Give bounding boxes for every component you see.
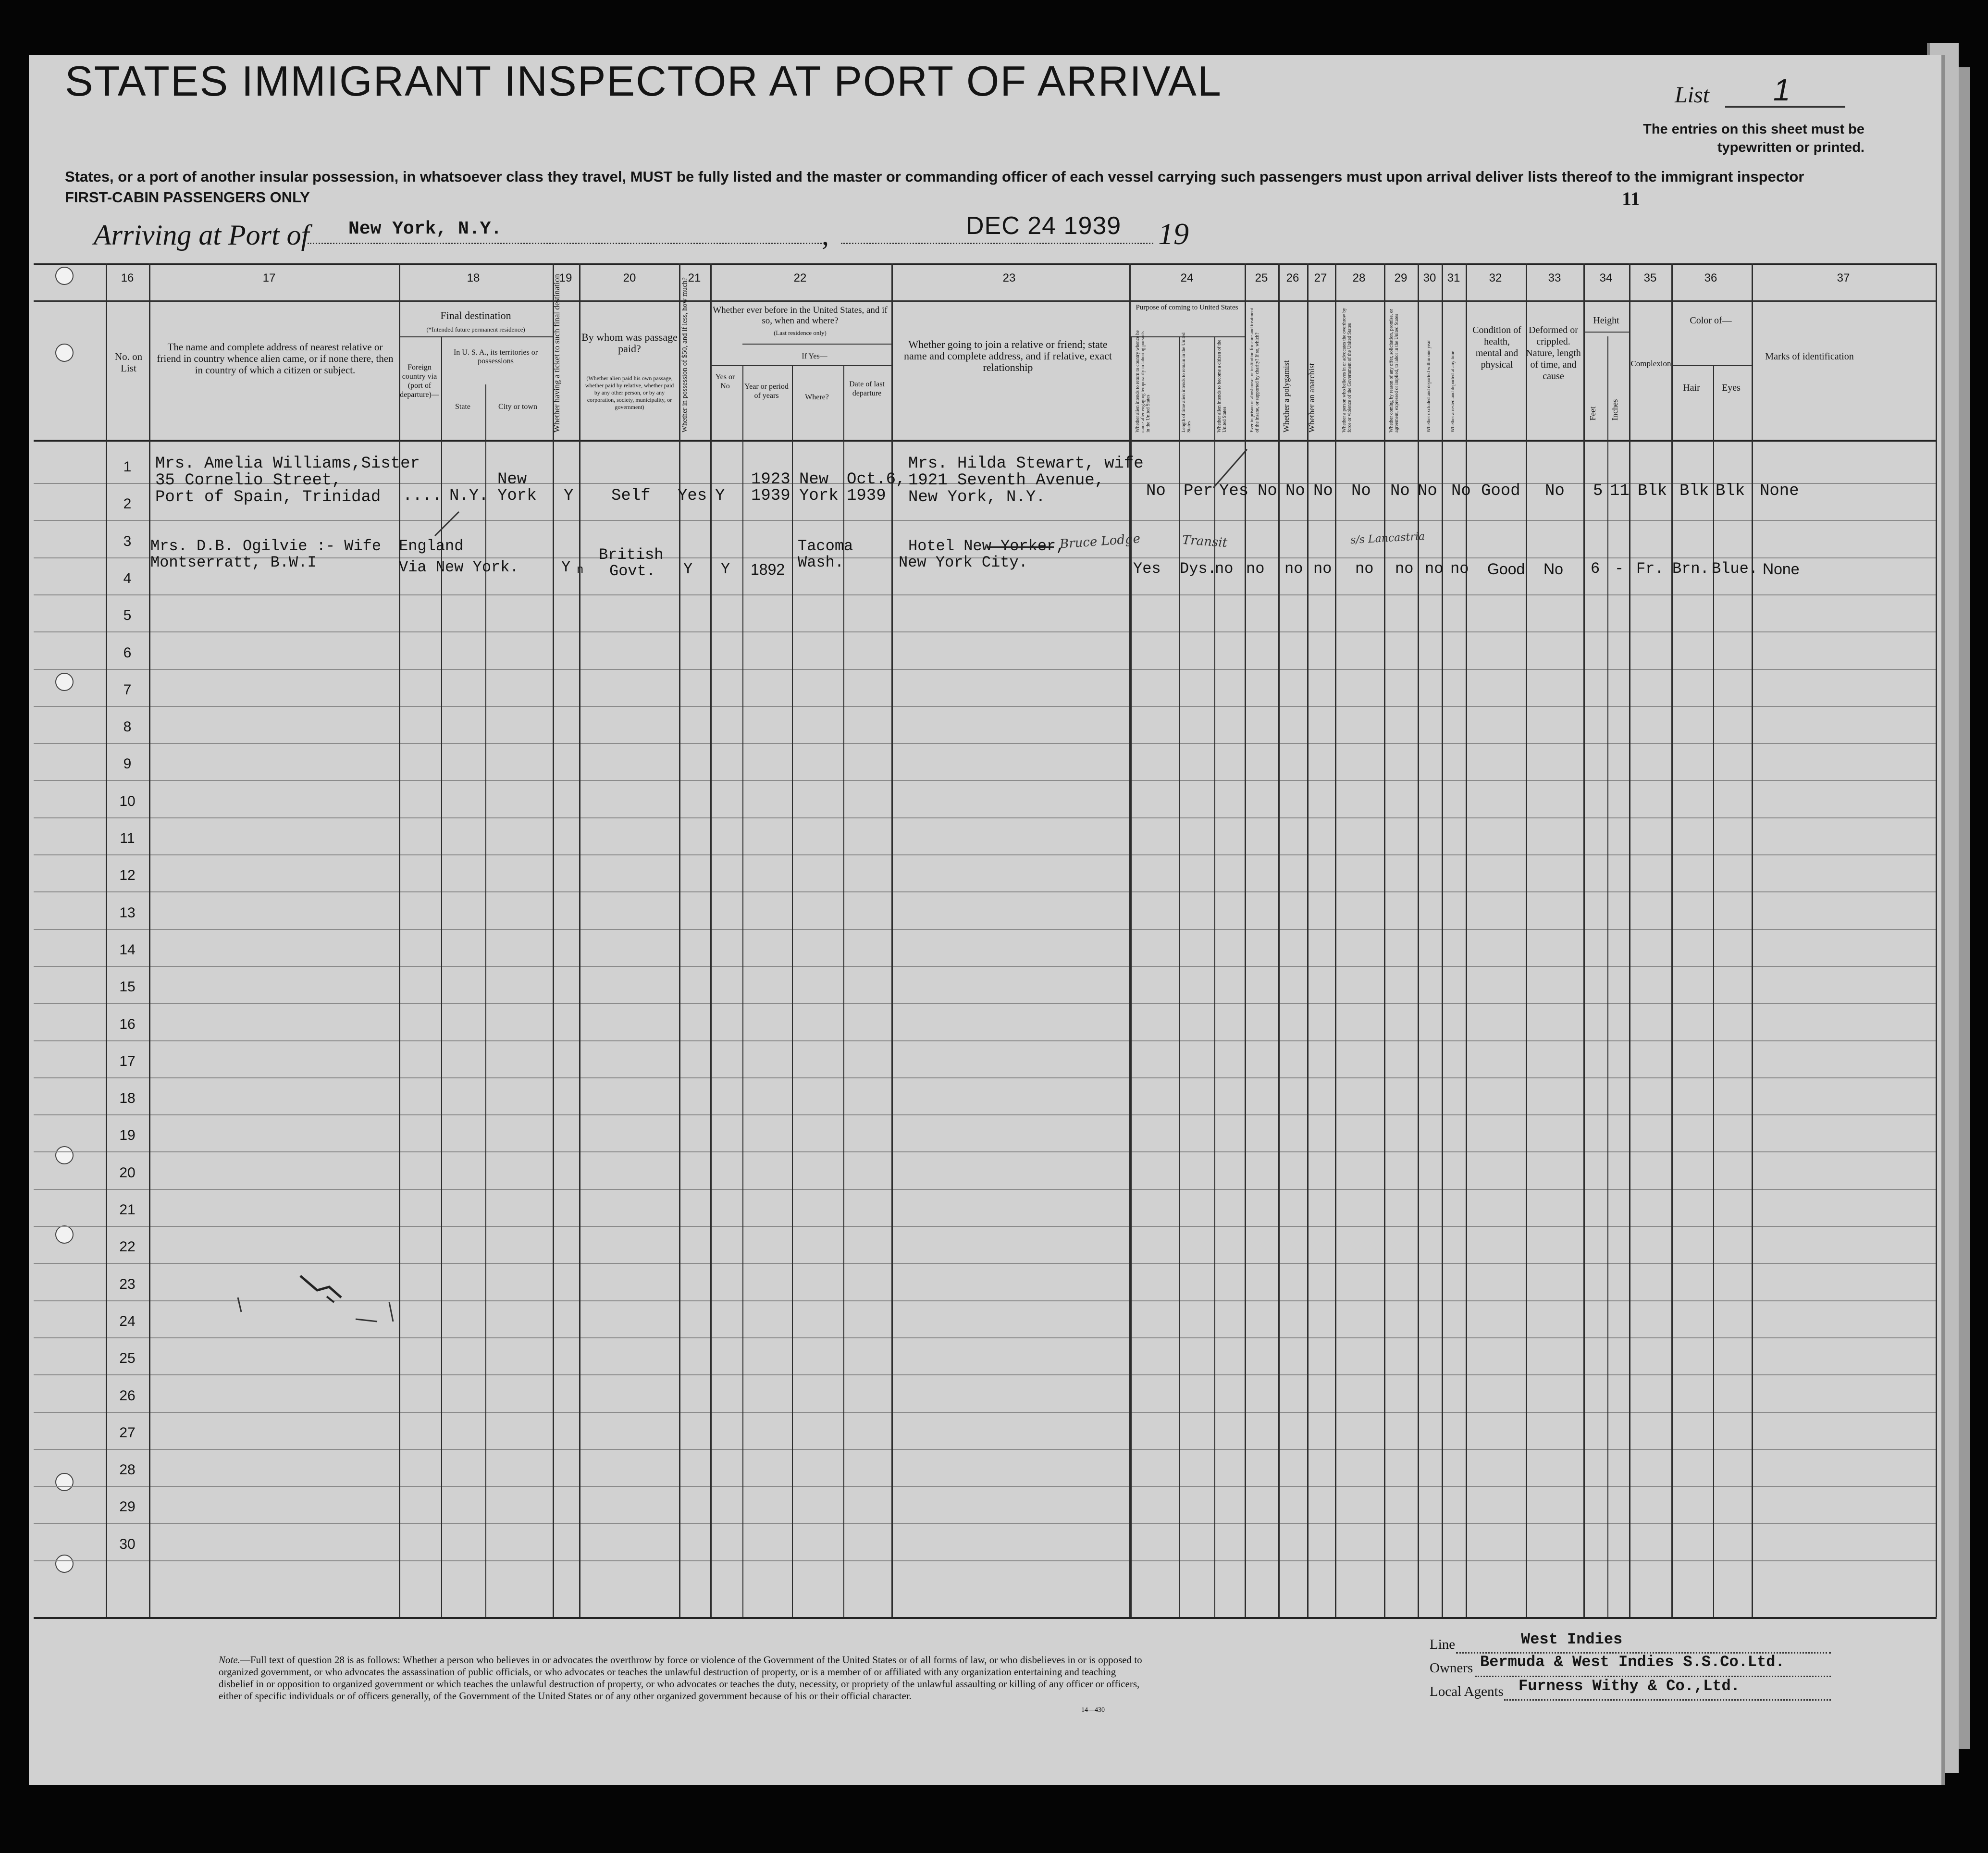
column-line (1418, 263, 1419, 1617)
header-health: Condition of health, mental and physical (1472, 325, 1521, 370)
r1-excluded: No (1418, 482, 1437, 500)
row-number: 24 (119, 1313, 136, 1329)
note-label: Note. (219, 1654, 240, 1666)
header-purpose-citizen: Whether alien intends to become a citizen of the United States (1217, 339, 1227, 432)
stray-ink-marks (231, 1269, 404, 1331)
row-rule (34, 594, 1937, 595)
header-join-relative: Whether going to join a relative or friend; state name and complete address, and if relative, exact relationship (903, 338, 1112, 373)
header-overthrow: Whether a person who believes in or advocates the overthrow by force or violence of the Government of the United States (1342, 308, 1352, 432)
agents-underline (1504, 1699, 1831, 1701)
instruction-text: States, or a port of another insular possession, in whatsoever class they travel, MUST be fully listed and the master or commanding officer of each vessel carrying such passengers must upon arrival deliver lists thereof to the immigrant inspector (65, 168, 1804, 185)
header-possession-50: Whether in possession of $50, and if less, how much? (681, 277, 689, 432)
column-number: 27 (1314, 272, 1327, 284)
column-number: 20 (623, 272, 636, 284)
column-line (1442, 263, 1443, 1617)
header-height: Height (1593, 315, 1619, 326)
r1-hair: Blk (1679, 482, 1709, 500)
row-number: 11 (120, 830, 135, 846)
row-number: 10 (119, 793, 136, 809)
r3-before: Y (721, 560, 730, 578)
r3-eyes: Blue. (1712, 560, 1758, 578)
manifest-sheet (29, 55, 1945, 1785)
comma: , (822, 219, 829, 251)
r3-excluded: no (1425, 560, 1444, 578)
row-rule (34, 706, 1937, 707)
r3-join-line1: Hotel New Yorker, (908, 537, 1065, 555)
r3-purpose-return: Yes (1133, 560, 1161, 578)
column-line (1936, 263, 1937, 1617)
r1-relative-line1: Mrs. Amelia Williams,Sister (155, 455, 420, 473)
column-line (553, 263, 554, 1617)
sub-column-line (742, 365, 743, 1617)
row-rule (34, 1337, 1937, 1338)
header-color-of: Color of— (1690, 315, 1732, 326)
r1-polygamist: No (1285, 482, 1305, 500)
line-value: West Indies (1521, 1631, 1623, 1648)
class-line: FIRST-CABIN PASSENGERS ONLY (65, 189, 310, 206)
row-rule (34, 1151, 1937, 1152)
sub-column-line (1713, 365, 1714, 1617)
r1-relative-line3: Port of Spain, Trinidad (155, 488, 381, 506)
r3-prison: no (1246, 560, 1265, 578)
owners-label: Owners (1430, 1660, 1473, 1676)
sub-column-line (1179, 336, 1180, 1617)
column-number: 33 (1548, 272, 1561, 284)
row-number: 29 (119, 1499, 136, 1515)
row-rule (34, 1449, 1937, 1450)
list-note: The entries on this sheet must be typewritten or printed. (1643, 122, 1865, 155)
r1-where-line1: New (799, 470, 829, 489)
header-where: Where? (805, 393, 829, 401)
table-bottom-border (34, 1617, 1937, 1619)
row-number: 5 (123, 607, 132, 623)
r3-where-line2: Wash. (798, 554, 844, 571)
header-marks: Marks of identification (1765, 351, 1854, 362)
column-number: 28 (1352, 272, 1366, 284)
r3-complexion: Fr. (1636, 560, 1664, 578)
handwritten-note-24: Transit (1182, 532, 1228, 551)
header-date-departure: Date of last departure (849, 380, 885, 397)
r3-hair: Brn. (1672, 560, 1709, 578)
binder-hole (55, 673, 74, 691)
row-rule (34, 1374, 1937, 1375)
row-number: 30 (119, 1536, 136, 1552)
row-number: 8 (123, 719, 132, 735)
column-number: 29 (1394, 272, 1408, 284)
sub-header-divider (1671, 365, 1752, 366)
header-complexion: Complexion (1630, 359, 1671, 368)
r1-purpose-return: No (1146, 482, 1166, 500)
column-line (1583, 263, 1585, 1617)
row-rule (34, 929, 1937, 930)
row-number: 23 (119, 1276, 136, 1292)
row-rule (34, 1226, 1937, 1227)
r1-labor-offer: No (1390, 482, 1410, 500)
column-line (1629, 263, 1630, 1617)
r1-join-line3: New York, N.Y. (908, 488, 1046, 506)
header-city: City or town (498, 403, 537, 411)
column-line (1278, 263, 1280, 1617)
row-number: 2 (123, 496, 132, 512)
row-rule (34, 1003, 1937, 1004)
column-number: 24 (1180, 272, 1194, 284)
header-passage-paid: By whom was passage paid? (581, 331, 678, 355)
column-number: 22 (793, 272, 807, 284)
r1-arrested: No (1451, 482, 1471, 500)
date-stamp: DEC 24 1939 (966, 212, 1122, 240)
footnote-q28 (219, 1654, 1151, 1702)
row-rule (34, 743, 1937, 744)
header-purpose-return: Whether alien intends to return to country whence he came after engaging temporarily in laboring pursuits in the United States (1135, 330, 1151, 432)
sub-header-divider (742, 344, 891, 345)
row-number: 14 (119, 942, 136, 958)
column-number: 36 (1704, 272, 1717, 284)
r1-eyes: Blk (1716, 482, 1745, 500)
column-line (679, 263, 680, 1617)
binder-hole (55, 1555, 74, 1573)
row-number: 13 (119, 905, 136, 921)
column-line (1466, 263, 1467, 1617)
r1-years-line2: 1939 (751, 487, 790, 505)
check-mark (432, 509, 461, 538)
r3-feet: 6 (1591, 560, 1600, 578)
row-number: 15 (119, 979, 136, 995)
r1-years-line1: 1923 (751, 470, 790, 489)
header-usa: In U. S. A., its territories or possessions (453, 348, 538, 365)
list-label: List (1675, 82, 1710, 108)
r3-polygamist: no (1284, 560, 1303, 578)
sub-header-divider (1583, 332, 1629, 333)
r1-before: Y (715, 487, 725, 505)
check-mark (1211, 447, 1249, 490)
port-value: New York, N.Y. (348, 219, 502, 239)
r1-has-50: Yes (678, 487, 707, 505)
sub-column-line (792, 365, 793, 1617)
row-rule (34, 1040, 1937, 1041)
binder-hole (55, 267, 74, 285)
r3-purpose-citizen: no (1215, 560, 1234, 578)
page-title: STATES IMMIGRANT INSPECTOR AT PORT OF ARRIVAL (65, 57, 1222, 105)
r1-ticket: Y (564, 487, 574, 505)
r1-complexion: Blk (1638, 482, 1667, 500)
r1-city-line1: New (497, 470, 527, 489)
owners-value: Bermuda & West Indies S.S.Co.Ltd. (1480, 1653, 1785, 1671)
row-number: 16 (119, 1016, 136, 1032)
column-number: 18 (467, 272, 480, 284)
header-ever-before-sub: (Last residence only) (774, 329, 827, 336)
r3-ticket: Y (561, 558, 571, 576)
row-number: 18 (119, 1090, 136, 1106)
form-code: 14—430 (1081, 1706, 1105, 1714)
row-rule (34, 854, 1937, 855)
r3-deformed: No (1543, 560, 1563, 578)
header-ticket: Whether having a ticket to such final destination (552, 274, 561, 432)
r3-health: Good (1487, 560, 1525, 578)
header-purpose: Purpose of coming to United States (1136, 304, 1238, 311)
row-rule (34, 891, 1937, 892)
column-number: 31 (1447, 272, 1460, 284)
header-bottom-border (34, 440, 1937, 442)
r3-where-line1: Tacoma (798, 537, 853, 555)
r3-overthrow: no (1355, 560, 1374, 578)
r1-state: N.Y. (449, 487, 489, 505)
row-rule (34, 1114, 1937, 1115)
header-excluded: Whether excluded and deported within one year (1426, 340, 1432, 432)
r3-foreign-line2: Via New York. (399, 558, 519, 576)
row-rule (34, 1523, 1937, 1524)
row-rule (34, 520, 1937, 521)
column-line (1752, 263, 1753, 1617)
header-hair: Hair (1683, 383, 1700, 393)
r3-has-50: Y (683, 560, 693, 578)
r3-paid-line1: British (599, 546, 664, 564)
column-line (891, 263, 893, 1617)
r3-labor-offer: no (1395, 560, 1414, 578)
r3-strikethrough (987, 546, 1054, 548)
header-if-yes: If Yes— (802, 352, 827, 360)
column-number: 30 (1423, 272, 1436, 284)
header-prison: Ever in prison or almshouse, or institution for care and treatment of the insane, or supported by charity? If so, which? (1249, 308, 1260, 432)
r1-join-line1: Mrs. Hilda Stewart, wife (908, 455, 1144, 473)
r3-purpose-length: Dys. (1180, 560, 1217, 578)
row-number: 28 (119, 1462, 136, 1478)
sub-column-line (1131, 336, 1132, 1617)
header-no-on-list: No. on List (114, 351, 143, 374)
header-anarchist: Whether an anarchist (1307, 363, 1316, 432)
row-number: 17 (119, 1053, 136, 1069)
row-rule (34, 966, 1937, 967)
row-rule (34, 1077, 1937, 1078)
r1-date-line1: Oct.6, (847, 470, 906, 489)
r3-join-line2: New York City. (899, 554, 1028, 571)
column-number: 35 (1643, 272, 1657, 284)
sub-column-line (1607, 336, 1608, 1617)
row-number: 4 (123, 570, 132, 586)
header-polygamist: Whether a polygamist (1282, 360, 1291, 432)
binder-hole (55, 1146, 74, 1164)
header-foreign-country: Foreign country via (port of departure)— (400, 363, 439, 399)
row-number: 7 (123, 682, 132, 698)
row-rule (34, 1412, 1937, 1413)
r3-paid-line2: Govt. (609, 562, 656, 580)
column-line (149, 263, 150, 1617)
handwritten-note-28: s/s Lancastria (1350, 530, 1425, 547)
header-arrested: Whether arrested and deported at any time (1450, 351, 1456, 432)
r1-relative-line2: 35 Cornelio Street, (155, 471, 342, 490)
column-line (1335, 263, 1336, 1617)
sub-header-divider (399, 336, 553, 337)
column-line (710, 263, 712, 1617)
column-number: 32 (1489, 272, 1502, 284)
header-deformed: Deformed or crippled. Nature, length of time, and cause (1526, 325, 1581, 382)
sub-header-divider (710, 365, 891, 366)
list-number: 1 (1773, 73, 1790, 107)
column-line (579, 263, 580, 1617)
note-text: —Full text of question 28 is as follows: Whether a person who believes in or advocates the overthrow by force or violence of the Government of the United States or of all forms of law, or who disbelieves in or is opposed to organized government, or who advocates the assassination of public officials, or who advocates or teaches the unlawful destruction of property, or is a member of or affiliated with any organization entertaining and teaching disbelief in or opposition to organized government or which teaches the unlawful destruction of property, or who advocates or teaches the duty, necessity, or propriety of the unlawful assaulting or killing of any officer or officers, either of specific individuals or of officers generally, of the Government of the United States or of any other organized government because of his or their official character. (219, 1654, 1142, 1702)
row-number: 27 (119, 1425, 136, 1441)
binder-hole (55, 1225, 74, 1244)
row-number: 26 (119, 1388, 136, 1404)
header-year-period: Year or period of years (744, 383, 789, 400)
r1-deformed: No (1545, 482, 1565, 500)
row-rule (34, 780, 1937, 781)
r1-where-line2: York (799, 487, 839, 505)
r1-inches: 11 (1610, 482, 1630, 500)
r1-health: Good (1481, 482, 1520, 500)
port-line (308, 243, 822, 244)
binder-hole (55, 344, 74, 362)
r1-join-line2: 1921 Seventh Avenue, (908, 471, 1105, 490)
column-line (1384, 263, 1385, 1617)
column-number: 21 (688, 272, 701, 284)
row-number: 19 (119, 1127, 136, 1143)
row-number: 12 (119, 867, 136, 883)
r1-date-line2: 1939 (847, 487, 886, 505)
row-number: 1 (123, 459, 132, 475)
header-final-destination-sub: (*Intended future permanent residence) (426, 326, 525, 333)
table-top-border (34, 263, 1937, 265)
column-number: 23 (1002, 272, 1016, 284)
r3-foreign-line1: England (399, 537, 464, 555)
r1-city-line2: York (497, 487, 537, 505)
r1-prison: No (1258, 482, 1277, 500)
r1-anarchist: No (1313, 482, 1333, 500)
r1-feet: 5 (1593, 482, 1603, 500)
row-rule (34, 1486, 1937, 1487)
row-rule (34, 1189, 1937, 1190)
r3-ticket-extra: n (577, 564, 584, 577)
row-rule (34, 669, 1937, 670)
row-rule (34, 1560, 1937, 1561)
r3-relative-line2: Montserratt, B.W.I (150, 554, 317, 571)
row-number: 3 (123, 533, 132, 549)
r3-relative-line1: Mrs. D.B. Ogilvie :- Wife (150, 537, 382, 555)
header-state: State (455, 403, 470, 411)
header-labor-offer: Whether coming by reason of any offer, solicitation, promise, or agreement, expressed or implied, to labor in the United States (1389, 309, 1399, 432)
column-line (1307, 263, 1309, 1617)
header-feet: Feet (1588, 406, 1597, 420)
column-number: 37 (1837, 272, 1850, 284)
column-number: 34 (1599, 272, 1613, 284)
row-rule (34, 1263, 1937, 1264)
colnum-divider (34, 300, 1937, 302)
r1-paid-by: Self (611, 487, 651, 505)
r1-marks: None (1760, 482, 1799, 500)
column-number: 19 (559, 272, 572, 284)
header-inches: Inches (1610, 399, 1619, 420)
binder-hole (55, 1473, 74, 1491)
header-yes-or-no: Yes or No (715, 373, 735, 390)
row-number: 6 (123, 645, 132, 661)
arriving-label: Arriving at Port of (94, 219, 309, 251)
header-ever-before: Whether ever before in the United States, and if so, when and where? (713, 305, 888, 326)
row-number: 9 (123, 756, 132, 772)
r3-arrested: no (1450, 560, 1469, 578)
row-number: 21 (119, 1202, 136, 1218)
sub-column-line (1214, 336, 1215, 1617)
agents-value: Furness Withy & Co.,Ltd. (1519, 1677, 1740, 1695)
sheet-number: 11 (1622, 188, 1640, 210)
column-line (1671, 263, 1673, 1617)
line-label: Line (1430, 1637, 1456, 1652)
r3-inches: - (1615, 560, 1624, 578)
r1-purpose-citizen: Yes (1219, 482, 1249, 500)
row-number: 20 (119, 1165, 136, 1181)
r3-marks: None (1763, 560, 1800, 578)
row-number: 25 (119, 1350, 136, 1366)
column-number: 17 (262, 272, 276, 284)
handwritten-note-23: Bruce Lodge (1059, 531, 1141, 552)
header-relative-address: The name and complete address of nearest relative or friend in country whence alien came, or if none there, then in country of which a citizen or subject. (157, 341, 394, 376)
r3-years: 1892 (751, 561, 785, 578)
row-rule (34, 817, 1937, 818)
r3-anarchist: no (1313, 560, 1332, 578)
agents-label: Local Agents (1430, 1684, 1504, 1699)
header-purpose-length: Length of time alien intends to remain in the United States (1181, 332, 1192, 432)
r1-foreign: .... (403, 487, 442, 505)
header-final-destination: Final destination (440, 309, 511, 321)
date-line (841, 243, 1153, 244)
r1-overthrow: No (1351, 482, 1371, 500)
column-number: 25 (1255, 272, 1268, 284)
header-passage-note: (Whether alien paid his own passage, whether paid by relative, whether paid by any other person, or by any corporation, society, municipality, or government) (585, 375, 674, 410)
row-number: 22 (119, 1239, 136, 1255)
column-number: 26 (1286, 272, 1299, 284)
column-line (1526, 263, 1527, 1617)
r1-purpose-length: Per (1184, 482, 1213, 500)
year-prefix: 19 (1158, 217, 1189, 251)
column-number: 16 (121, 272, 134, 284)
header-eyes: Eyes (1722, 383, 1741, 393)
row-rule (34, 631, 1937, 632)
